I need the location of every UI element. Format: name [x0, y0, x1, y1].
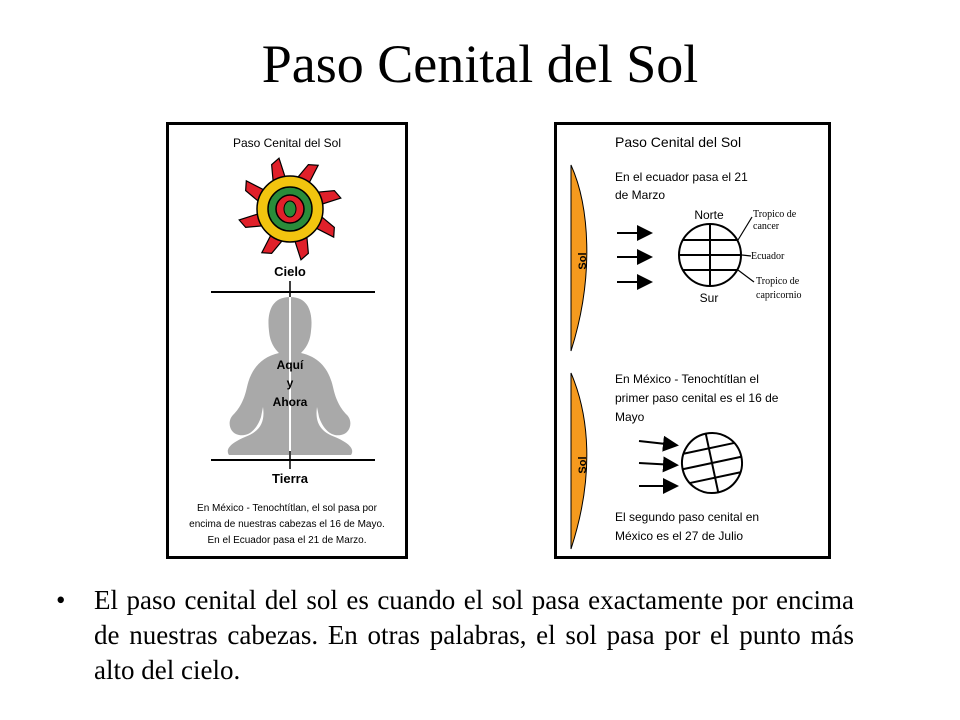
- top-text-line1: En el ecuador pasa el 21: [615, 170, 748, 184]
- cancer-line2: cancer: [753, 221, 780, 232]
- capricorn-line2: capricornio: [756, 290, 802, 301]
- bullet-dot: •: [56, 585, 66, 615]
- right-diagram-panel: [554, 122, 831, 559]
- mid-text-line3: Mayo: [615, 410, 645, 424]
- mid-text-line1: En México - Tenochtítlan el: [615, 372, 759, 386]
- sun-icon: [239, 158, 341, 260]
- sun-label-bottom: Sol: [577, 456, 589, 474]
- left-diagram-title: Paso Cenital del Sol: [232, 136, 342, 150]
- equator-label: Ecuador: [751, 251, 785, 262]
- capricorn-line1: Tropico de: [756, 276, 800, 287]
- left-caption-line3: En el Ecuador pasa el 21 de Marzo.: [207, 535, 367, 546]
- left-diagram-panel: [166, 122, 408, 559]
- sunlight-arrows-top: [617, 233, 649, 282]
- mid-text-line2: primer paso cenital es el 16 de: [615, 391, 779, 405]
- sunlight-arrows-bottom: [639, 441, 675, 486]
- slide-title: Paso Cenital del Sol: [261, 34, 699, 94]
- figure-label-y: y: [286, 376, 294, 390]
- arrow-icon: [639, 441, 675, 445]
- left-diagram: [169, 125, 405, 556]
- south-label: Sur: [699, 291, 719, 305]
- bottom-text-line1: El segundo paso cenital en: [615, 510, 760, 524]
- left-caption-line1: En México - Tenochtítlan, el sol pasa por: [197, 503, 377, 514]
- bullet-text: El paso cenital del sol es cuando el sol pasa exactamente por encima de nuestras cabezas. En otras palabras, el sol pasa por el punto más alto del cielo.: [94, 585, 854, 685]
- figure-label-aqui: Aquí: [276, 358, 304, 372]
- right-diagram: [557, 125, 828, 556]
- sun-center: [284, 201, 296, 217]
- sun-label-top: Sol: [577, 252, 589, 270]
- top-text-line2: de Marzo: [615, 188, 666, 202]
- north-label: Norte: [694, 208, 724, 222]
- figure-label-ahora: Ahora: [272, 395, 308, 409]
- earth-globe-top: [679, 224, 741, 286]
- earth-globe-bottom: [676, 427, 747, 498]
- sky-label: Cielo: [274, 264, 306, 279]
- earth-label: Tierra: [272, 471, 308, 486]
- arrow-icon: [639, 463, 675, 465]
- left-caption-line2: encima de nuestras cabezas el 16 de Mayo.: [189, 519, 385, 530]
- right-diagram-title: Paso Cenital del Sol: [615, 134, 742, 150]
- bottom-text-line2: México es el 27 de Julio: [615, 529, 744, 543]
- cancer-line1: Tropico de: [753, 209, 797, 220]
